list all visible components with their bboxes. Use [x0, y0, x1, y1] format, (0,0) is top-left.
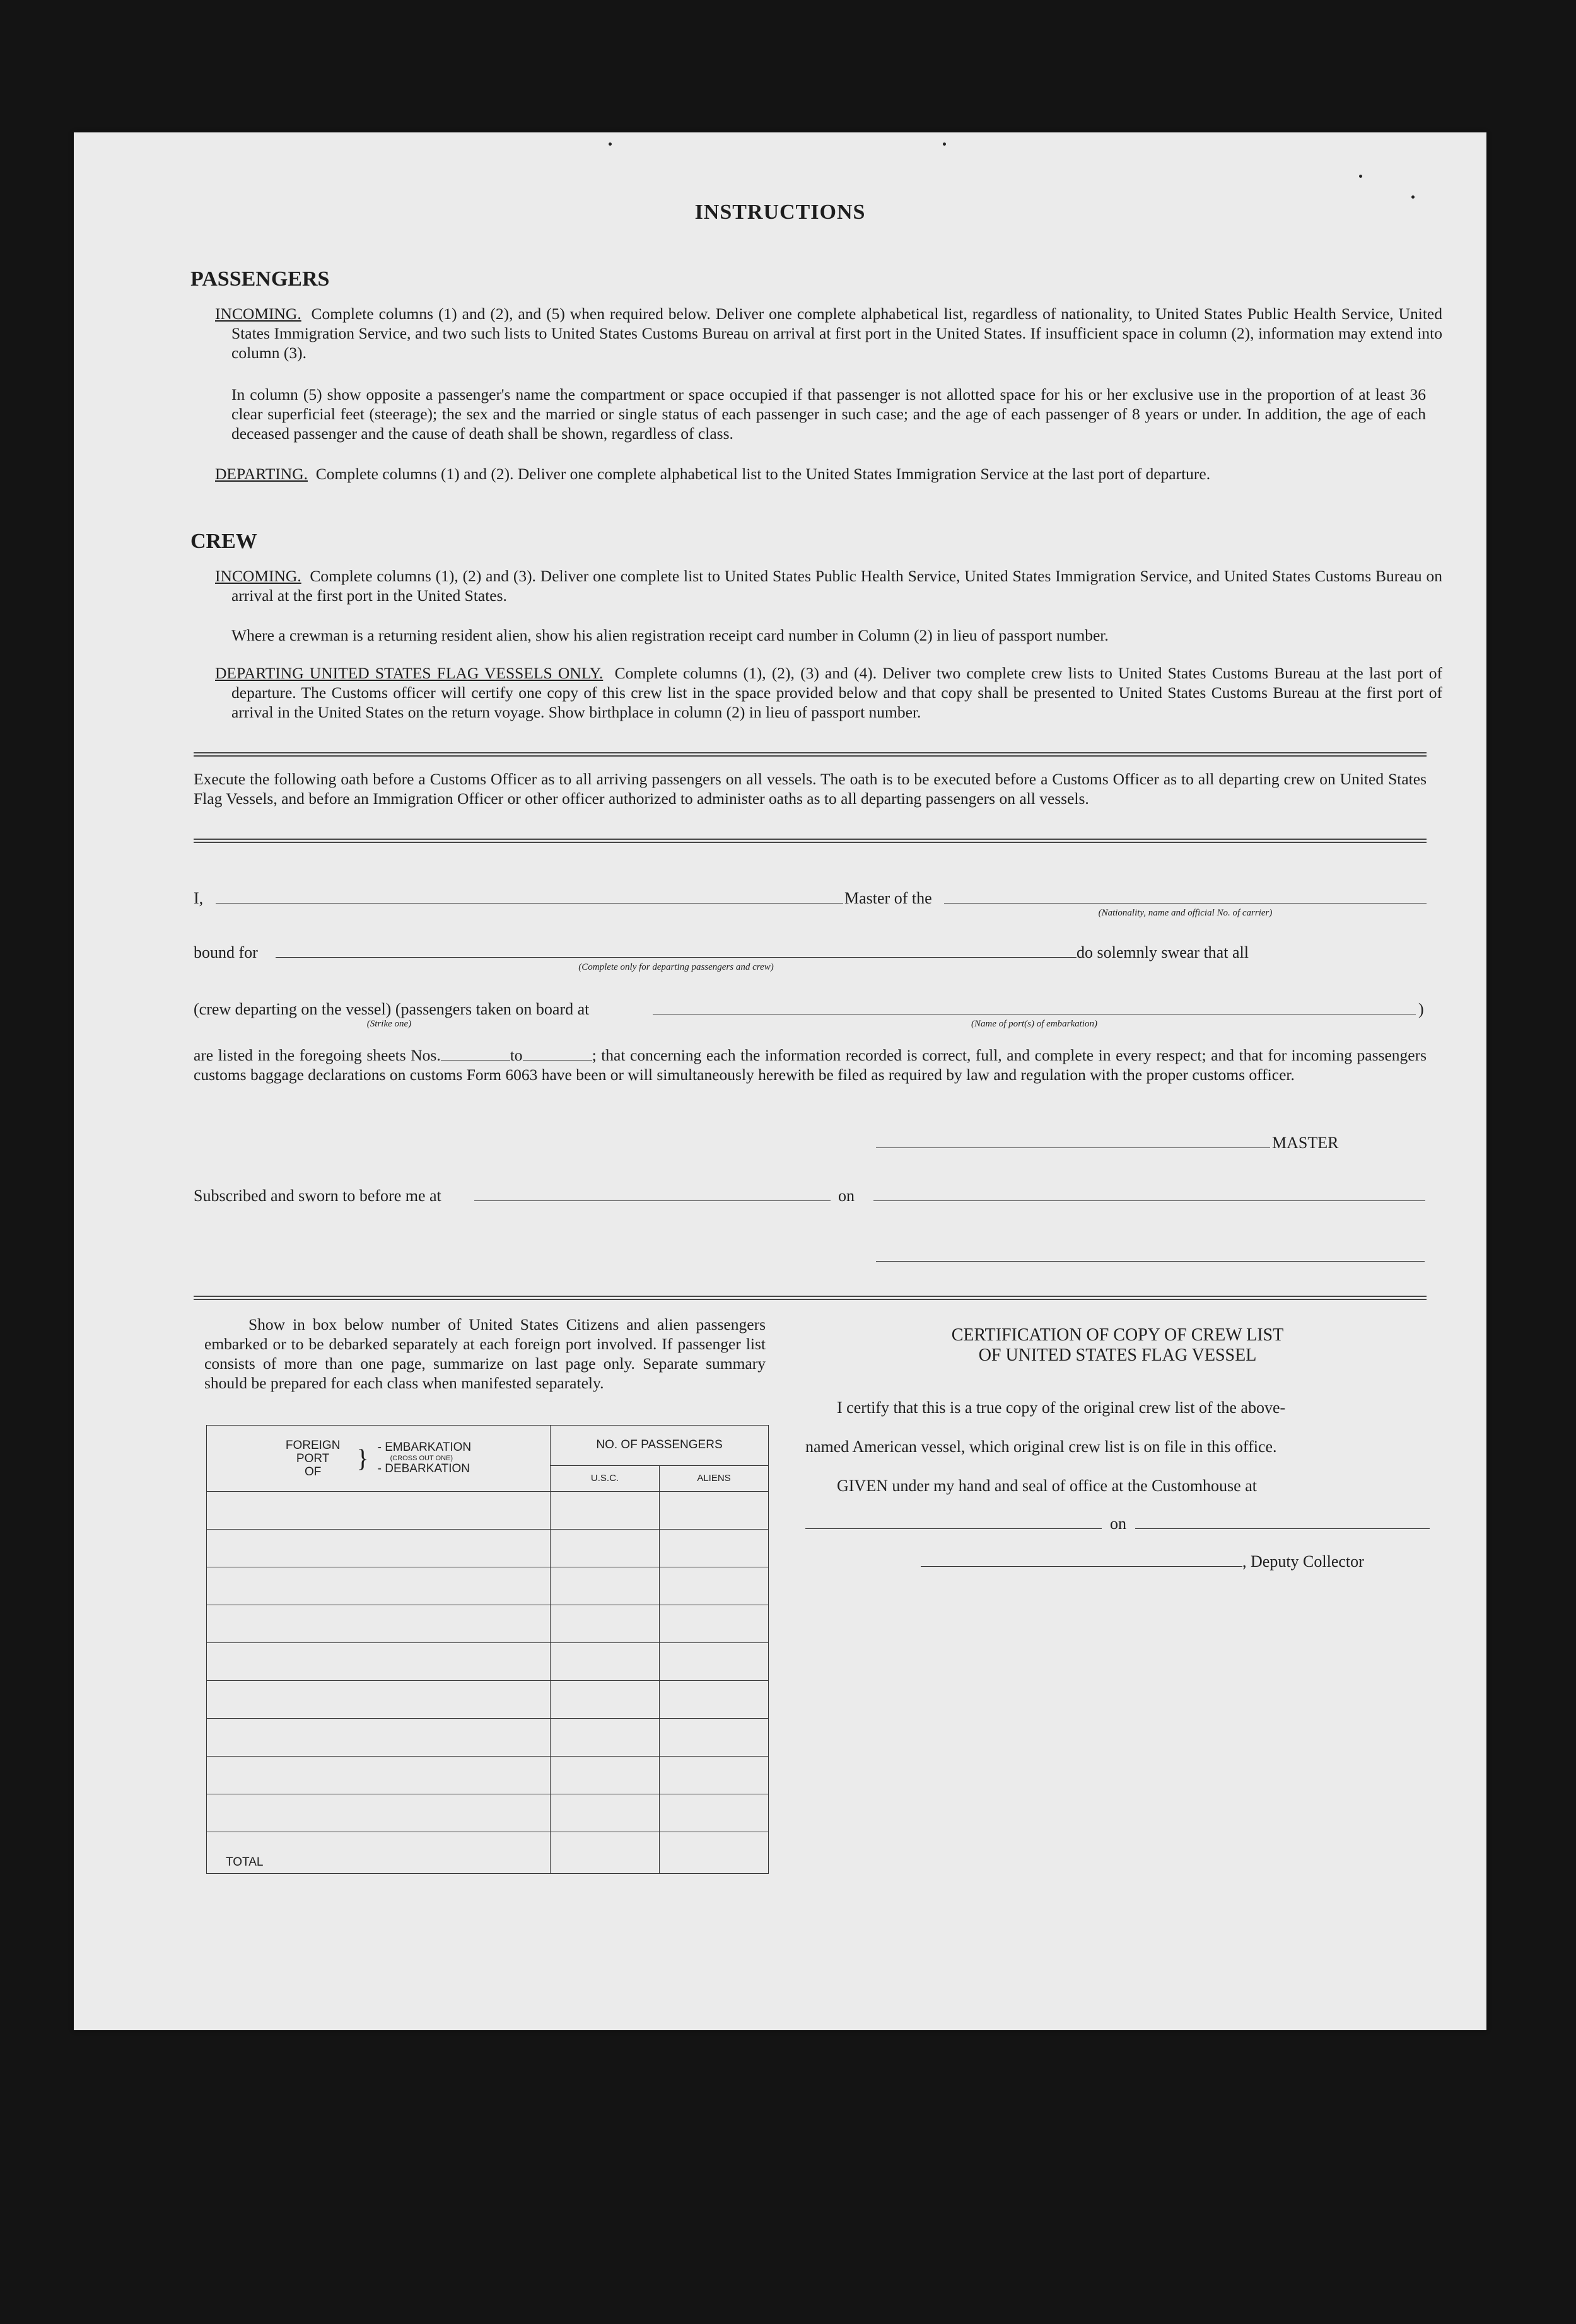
crew-departing-text: (crew departing on the vessel) (passengers taken on board at	[194, 1000, 590, 1018]
summary-header-row	[207, 1426, 769, 1466]
aliens-cell[interactable]	[660, 1567, 769, 1605]
listed-text-a: are listed in the foregoing sheets Nos.	[194, 1046, 441, 1064]
bound-for-caption: (Complete only for departing passengers and crew)	[578, 962, 774, 972]
foreign-port-of	[286, 1439, 341, 1479]
table-row	[207, 1643, 769, 1681]
port-cell[interactable]	[207, 1757, 551, 1794]
passengers-incoming-paragraph	[215, 304, 1442, 363]
crew-incoming-text: Complete columns (1), (2) and (3). Deliver one complete list to United States Public Health Service, United States Immigration Service, and United States Customs Bureau on arrival at the first port in the United States.	[231, 567, 1442, 605]
bound-for-label: bound for	[194, 943, 258, 962]
port-cell[interactable]	[207, 1492, 551, 1530]
sworn-place-field[interactable]	[474, 1200, 831, 1201]
table-row	[207, 1567, 769, 1605]
crew-resident-paragraph: Where a crewman is a returning resident alien, show his alien registration receipt card number in Column (2) in lieu of passport number.	[231, 626, 1109, 644]
certification-on-label: on	[1110, 1514, 1126, 1533]
aliens-header: ALIENS	[660, 1465, 769, 1491]
port-cell[interactable]	[207, 1719, 551, 1757]
table-row	[207, 1530, 769, 1567]
aliens-cell[interactable]	[660, 1719, 769, 1757]
passengers-incoming-label: INCOMING.	[215, 305, 301, 323]
crew-incoming-paragraph	[215, 566, 1442, 605]
total-row	[207, 1832, 769, 1874]
sworn-date-field[interactable]	[873, 1200, 1425, 1201]
summary-instructions: Show in box below number of United States Citizens and alien passengers embarked or to be debarked separately at each foreign port involved. If passenger list consists of more than one page, summarize on last page only. Separate summary should be prepared for each class when manifested separately.	[204, 1315, 766, 1392]
aliens-cell[interactable]	[660, 1605, 769, 1643]
certification-text-3: GIVEN under my hand and seal of office at the Customhouse at	[837, 1477, 1257, 1495]
port-cell[interactable]	[207, 1530, 551, 1567]
aliens-total-cell[interactable]	[660, 1832, 769, 1874]
master-signature-field[interactable]	[876, 1147, 1270, 1148]
summary-divider	[194, 1296, 1427, 1300]
crew-incoming-label: INCOMING.	[215, 567, 301, 585]
strike-caption: (Strike one)	[366, 1019, 412, 1029]
scan-speck	[1359, 175, 1362, 178]
usc-cell[interactable]	[551, 1530, 660, 1567]
certification-date-field[interactable]	[1135, 1528, 1430, 1529]
officer-signature-field[interactable]	[876, 1261, 1425, 1262]
port-cell[interactable]	[207, 1794, 551, 1832]
deputy-collector-label: , Deputy Collector	[1242, 1552, 1364, 1571]
scan-speck	[943, 142, 946, 146]
form-page	[74, 132, 1486, 2030]
usc-cell[interactable]	[551, 1681, 660, 1719]
debarkation-label: - DEBARKATION	[377, 1462, 470, 1475]
table-row	[207, 1681, 769, 1719]
of-label: OF	[304, 1465, 322, 1479]
aliens-cell[interactable]	[660, 1643, 769, 1681]
scan-speck	[1411, 195, 1415, 199]
master-of-label: Master of the	[844, 889, 932, 907]
passengers-departing-paragraph	[215, 464, 1442, 484]
aliens-cell[interactable]	[660, 1794, 769, 1832]
aliens-cell[interactable]	[660, 1530, 769, 1567]
usc-cell[interactable]	[551, 1605, 660, 1643]
port-cell[interactable]	[207, 1681, 551, 1719]
ports-caption: (Name of port(s) of embarkation)	[971, 1019, 1097, 1029]
certification-title-line1: CERTIFICATION OF COPY OF CREW LIST	[951, 1325, 1284, 1345]
certification-text-1: I certify that this is a true copy of the original crew list of the above-	[837, 1398, 1286, 1417]
deputy-signature-field[interactable]	[921, 1566, 1242, 1567]
usc-cell[interactable]	[551, 1492, 660, 1530]
table-row	[207, 1605, 769, 1643]
crew-heading: CREW	[190, 530, 257, 553]
certification-title-line2: OF UNITED STATES FLAG VESSEL	[978, 1345, 1257, 1365]
usc-total-cell[interactable]	[551, 1832, 660, 1874]
passengers-departing-label: DEPARTING.	[215, 465, 308, 483]
close-paren: )	[1418, 1000, 1424, 1018]
crew-departing-label: DEPARTING UNITED STATES FLAG VESSELS ONLY.	[215, 664, 604, 682]
aliens-cell[interactable]	[660, 1757, 769, 1794]
usc-cell[interactable]	[551, 1794, 660, 1832]
swear-text: do solemnly swear that all	[1077, 943, 1249, 962]
table-row	[207, 1492, 769, 1530]
port-cell[interactable]	[207, 1605, 551, 1643]
usc-cell[interactable]	[551, 1567, 660, 1605]
on-label: on	[838, 1187, 855, 1205]
passengers-departing-text: Complete columns (1) and (2). Deliver one complete alphabetical list to the United States Immigration Service at the last port of departure.	[315, 465, 1211, 483]
embarkation-label: - EMBARKATION	[377, 1441, 472, 1454]
aliens-cell[interactable]	[660, 1681, 769, 1719]
passengers-heading: PASSENGERS	[190, 267, 330, 291]
listed-paragraph	[194, 1045, 1427, 1084]
certification-title	[805, 1325, 1430, 1366]
no-passengers-header: NO. OF PASSENGERS	[551, 1426, 769, 1466]
table-row	[207, 1757, 769, 1794]
port-label: PORT	[296, 1451, 330, 1465]
total-cell	[207, 1832, 551, 1874]
table-row	[207, 1719, 769, 1757]
page-title: INSTRUCTIONS	[694, 200, 866, 224]
port-header-cell	[207, 1426, 551, 1492]
listed-to: to	[510, 1046, 523, 1064]
port-cell[interactable]	[207, 1567, 551, 1605]
aliens-cell[interactable]	[660, 1492, 769, 1530]
usc-cell[interactable]	[551, 1719, 660, 1757]
subscribed-label: Subscribed and sworn to before me at	[194, 1187, 441, 1205]
usc-header: U.S.C.	[551, 1465, 660, 1491]
total-label: TOTAL	[226, 1856, 264, 1869]
port-cell[interactable]	[207, 1643, 551, 1681]
usc-cell[interactable]	[551, 1757, 660, 1794]
master-label: MASTER	[1272, 1134, 1339, 1152]
oath-intro: Execute the following oath before a Customs Officer as to all arriving passengers on all vessels. The oath is to be executed before a Customs Officer as to all departing crew on United States Flag Vessels, and before an Immigration Officer or other officer authorized to administer oaths as to all departing passengers on all vessels.	[194, 770, 1427, 808]
usc-cell[interactable]	[551, 1643, 660, 1681]
oath-divider	[194, 839, 1427, 843]
carrier-caption: (Nationality, name and official No. of carrier)	[1098, 908, 1273, 918]
table-row	[207, 1794, 769, 1832]
foreign-label: FOREIGN	[285, 1438, 341, 1452]
section-divider	[194, 752, 1427, 757]
bound-for-field[interactable]	[276, 957, 1077, 958]
crew-departing-text: Complete columns (1), (2), (3) and (4). Deliver two complete crew lists to United States Customs Bureau at the last port of departure. The Customs officer will certify one copy of this crew list in the space provided below and that copy shall be presented to United States Customs Bureau at the first port of arrival in the United States on the return voyage. Show birthplace in column (2) in lieu of passport number.	[231, 664, 1442, 721]
oath-i-label: I,	[194, 889, 204, 907]
passenger-summary-table	[206, 1425, 769, 1874]
certification-text-2: named American vessel, which original crew list is on file in this office.	[805, 1438, 1277, 1456]
customhouse-field[interactable]	[805, 1528, 1102, 1529]
cross-out-label: (CROSS OUT ONE)	[390, 1455, 453, 1462]
listed-text-b: ; that concerning each the information recorded is correct, full, and complete in every respect; and that for incoming passengers customs baggage declarations on customs Form 6063 have been or will simultaneously herewith be filed as required by law and regulation with the proper customs officer.	[194, 1046, 1427, 1084]
passengers-incoming-text: Complete columns (1) and (2), and (5) when required below. Deliver one complete alphabetical list, regardless of nationality, to United States Public Health Service, United States Immigration Service, and two such lists to United States Customs Bureau on arrival at first port in the United States. If insufficient space in column (2), information may extend into column (3).	[231, 305, 1443, 362]
passengers-column5-paragraph: In column (5) show opposite a passenger's name the compartment or space occupied if that passenger is not allotted space for his or her exclusive use in the proportion of at least 36 clear superficial feet (steerage); the sex and the married or single status of each passenger in such case; and the age of each passenger of 8 years or under. In addition, the age of each deceased passenger and the cause of death shall be shown, regardless of class.	[231, 385, 1426, 443]
brace-icon: }	[356, 1444, 369, 1472]
crew-departing-paragraph	[215, 663, 1442, 722]
scan-speck	[609, 142, 612, 146]
